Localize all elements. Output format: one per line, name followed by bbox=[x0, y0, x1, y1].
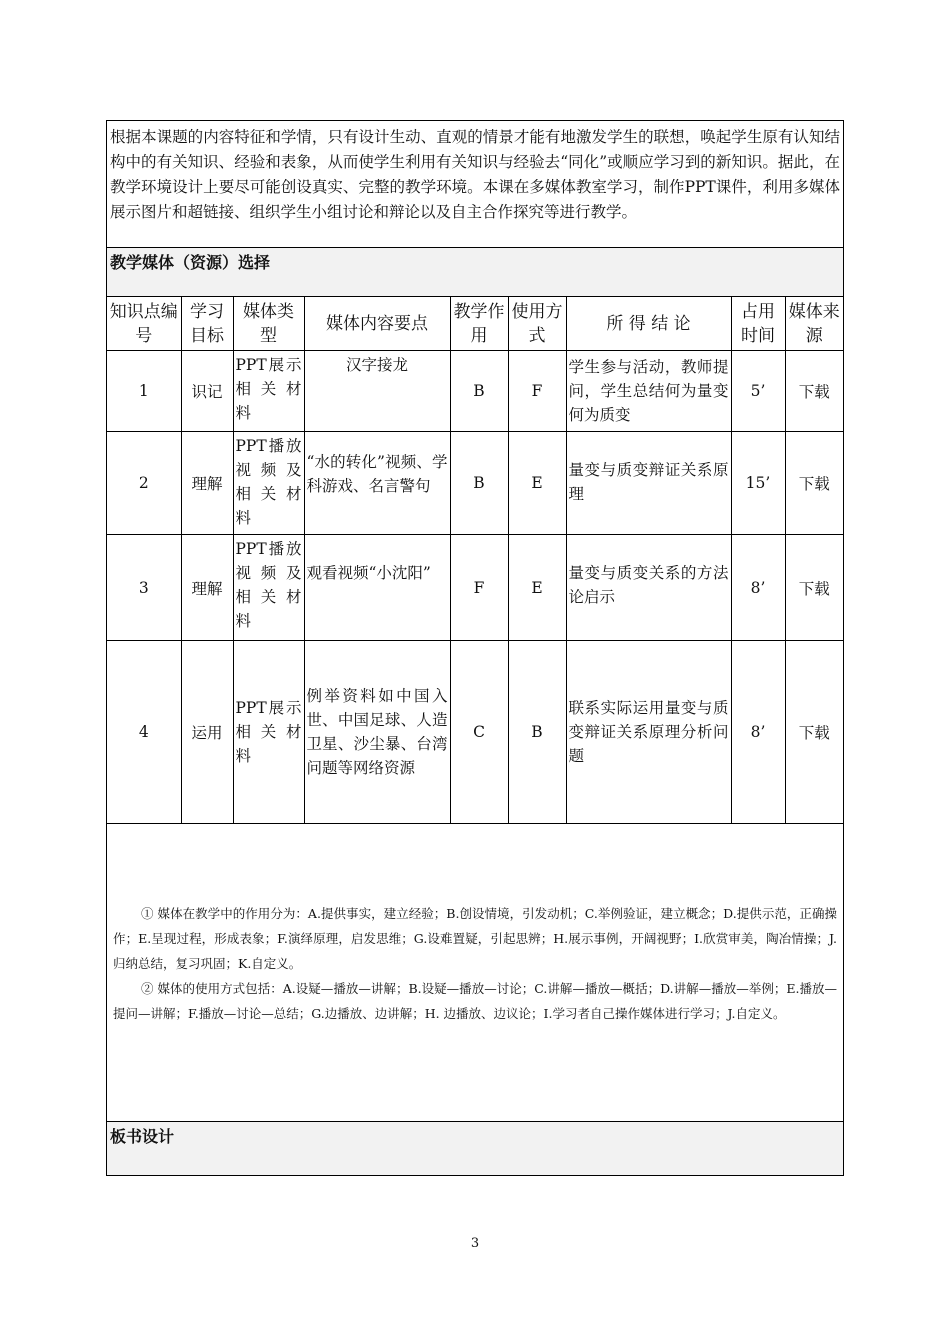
row-conclusion: 联系实际运用量变与质变辩证关系原理分析问题 bbox=[566, 641, 731, 824]
row-conclusion: 量变与质变关系的方法论启示 bbox=[566, 535, 731, 641]
row-time: 5’ bbox=[731, 351, 785, 432]
table-header-row bbox=[107, 297, 843, 351]
row-media-type: PPT展示相 关 材料 bbox=[233, 351, 304, 432]
row-time: 8’ bbox=[731, 641, 785, 824]
row-usage: E bbox=[508, 432, 566, 535]
lesson-plan-frame bbox=[106, 120, 844, 1176]
row-content: 观看视频“小沈阳” bbox=[304, 535, 450, 641]
header-media-type: 媒体类型 bbox=[233, 297, 304, 351]
row-content: 汉字接龙 bbox=[304, 351, 450, 432]
row-role: F bbox=[450, 535, 508, 641]
row-role: C bbox=[450, 641, 508, 824]
note-media-roles: ① 媒体在教学中的作用分为：A.提供事实，建立经验；B.创设情境，引发动机；C.举例验证，建立概念；D.提供示范，正确操作；E.呈现过程，形成表象；F.演绎原理，启发思维；G.设难置疑，引起思辨；H.展示事例，开阔视野；I.欣赏审美，陶冶情操；J.归纳总结，复习巩固；K.自定义。 bbox=[113, 906, 837, 971]
row-usage: B bbox=[508, 641, 566, 824]
row-usage: F bbox=[508, 351, 566, 432]
row-no: 3 bbox=[107, 535, 181, 641]
header-content: 媒体内容要点 bbox=[304, 297, 450, 351]
table-row bbox=[107, 351, 843, 432]
row-role: B bbox=[450, 351, 508, 432]
table-row bbox=[107, 535, 843, 641]
media-section-title: 教学媒体（资源）选择 bbox=[107, 247, 843, 297]
table-row bbox=[107, 641, 843, 824]
header-goal: 学习目标 bbox=[181, 297, 233, 351]
media-selection-table bbox=[107, 296, 843, 824]
row-goal: 理解 bbox=[181, 432, 233, 535]
page-number: 3 bbox=[470, 1236, 480, 1251]
row-media-type: PPT播放视 频 及相 关 材料 bbox=[233, 432, 304, 535]
row-goal: 识记 bbox=[181, 351, 233, 432]
row-goal: 理解 bbox=[181, 535, 233, 641]
row-source: 下载 bbox=[785, 351, 843, 432]
intro-paragraph: 根据本课题的内容特征和学情，只有设计生动、直观的情景才能有地激发学生的联想，唤起学生原有认知结构中的有关知识、经验和表象，从而使学生利用有关知识与经验去“同化”或顺应学习到的新知识。据此，在教学环境设计上要尽可能创设真实、完整的教学环境。本课在多媒体教室学习，制作PPT课件，利用多媒体展示图片和超链接、组织学生小组讨论和辩论以及自主合作探究等进行教学。 bbox=[110, 128, 840, 221]
header-source: 媒体来源 bbox=[785, 297, 843, 351]
table-row bbox=[107, 432, 843, 535]
row-no: 1 bbox=[107, 351, 181, 432]
row-usage: E bbox=[508, 535, 566, 641]
row-source: 下载 bbox=[785, 641, 843, 824]
row-source: 下载 bbox=[785, 432, 843, 535]
row-source: 下载 bbox=[785, 535, 843, 641]
row-time: 15’ bbox=[731, 432, 785, 535]
note-media-usage: ② 媒体的使用方式包括：A.设疑—播放—讲解；B.设疑—播放—讨论；C.讲解—播放—概括；D.讲解—播放—举例；E.播放—提问—讲解；F.播放—讨论—总结；G.边播放、边讲解；H. 边播放、边议论；I.学习者自己操作媒体进行学习；J.自定义。 bbox=[113, 981, 837, 1021]
row-conclusion: 量变与质变辩证关系原理 bbox=[566, 432, 731, 535]
board-section-title: 板书设计 bbox=[107, 1121, 843, 1175]
row-no: 4 bbox=[107, 641, 181, 824]
row-conclusion: 学生参与活动，教师提问，学生总结何为量变何为质变 bbox=[566, 351, 731, 432]
header-conclusion: 所 得 结 论 bbox=[566, 297, 731, 351]
row-content: “水的转化”视频、学科游戏、名言警句 bbox=[304, 432, 450, 535]
row-no: 2 bbox=[107, 432, 181, 535]
header-usage: 使用方式 bbox=[508, 297, 566, 351]
row-media-type: PPT展示相 关 材料 bbox=[233, 641, 304, 824]
row-goal: 运用 bbox=[181, 641, 233, 824]
notes-block bbox=[107, 901, 843, 1026]
header-role: 教学作用 bbox=[450, 297, 508, 351]
header-knowledge-no: 知识点编 号 bbox=[107, 297, 181, 351]
row-time: 8’ bbox=[731, 535, 785, 641]
row-media-type: PPT播放视 频 及相 关 材料 bbox=[233, 535, 304, 641]
row-content: 例举资料如中国入世、中国足球、人造卫星、沙尘暴、台湾问题等网络资源 bbox=[304, 641, 450, 824]
header-time: 占用时间 bbox=[731, 297, 785, 351]
row-role: B bbox=[450, 432, 508, 535]
